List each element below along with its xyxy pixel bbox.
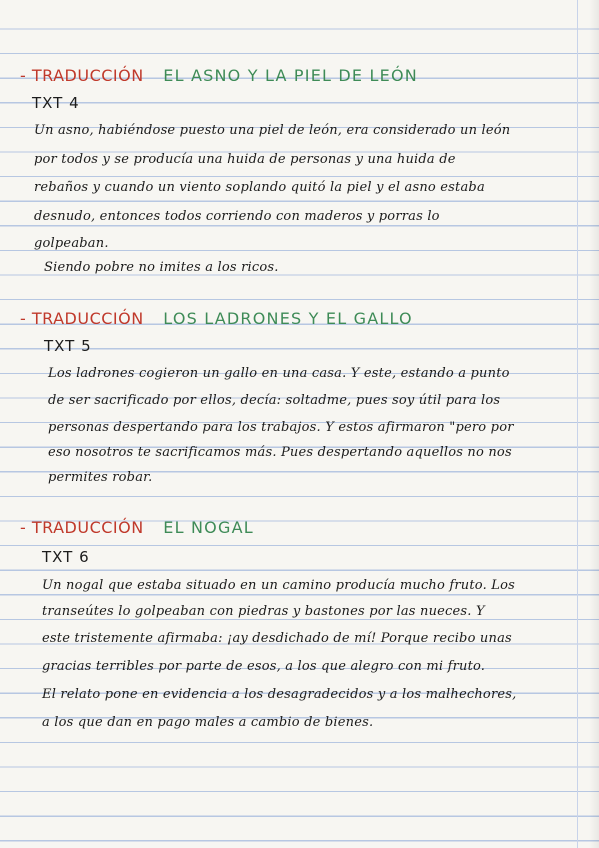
page-edge-shadow [589,0,599,848]
heading-prefix: - TRADUCCIÓN [20,518,144,537]
text-number-label: TXT 4 [32,94,80,112]
heading-prefix: - TRADUCCIÓN [20,309,144,328]
text-number-label: TXT 5 [44,337,92,355]
heading-title: EL ASNO Y LA PIEL DE LEÓN [163,66,418,85]
body-line: rebaños y cuando un viento soplando quitó la piel y el asno estaba [34,180,485,195]
body-line: golpeaban. [34,236,109,251]
body-line: Siendo pobre no imites a los ricos. [44,260,279,275]
body-line: Un asno, habiéndose puesto una piel de león, era considerado un león [34,123,511,138]
section-nogal [20,516,560,746]
body-line: Un nogal que estaba situado en un camino producía mucho fruto. Los [42,578,515,593]
text-number-label: TXT 6 [42,548,90,566]
section-heading [20,66,418,85]
body-line: a los que dan en pago males a cambio de bienes. [42,715,374,730]
section-ladrones [20,307,560,492]
body-line: transeútes lo golpeaban con piedras y bastones por las nueces. Y [42,604,485,619]
body-line: eso nosotros te sacrificamos más. Pues despertando aquellos no nos [48,445,512,460]
section-heading [20,518,254,537]
body-line: por todos y se producía una huida de personas y una huida de [34,152,456,167]
heading-title: LOS LADRONES Y EL GALLO [163,309,413,328]
body-line: El relato pone en evidencia a los desagradecidos y a los malhechores, [42,687,517,702]
body-line: desnudo, entonces todos corriendo con maderos y porras lo [34,209,440,224]
body-line: este tristemente afirmaba: ¡ay desdichado de mí! Porque recibo unas [42,631,512,646]
body-line: gracias terribles por parte de esos, a los que alegro con mi fruto. [42,659,486,674]
body-line: de ser sacrificado por ellos, decía: soltadme, pues soy útil para los [48,393,501,408]
body-line: permites robar. [48,470,153,485]
section-asno [20,64,560,284]
heading-title: EL NOGAL [163,518,254,537]
body-line: personas despertando para los trabajos. Y estos afirmaron "pero por [48,420,514,435]
margin-line [577,0,578,848]
heading-prefix: - TRADUCCIÓN [20,66,144,85]
body-line: Los ladrones cogieron un gallo en una casa. Y este, estando a punto [48,366,510,381]
section-heading [20,309,413,328]
